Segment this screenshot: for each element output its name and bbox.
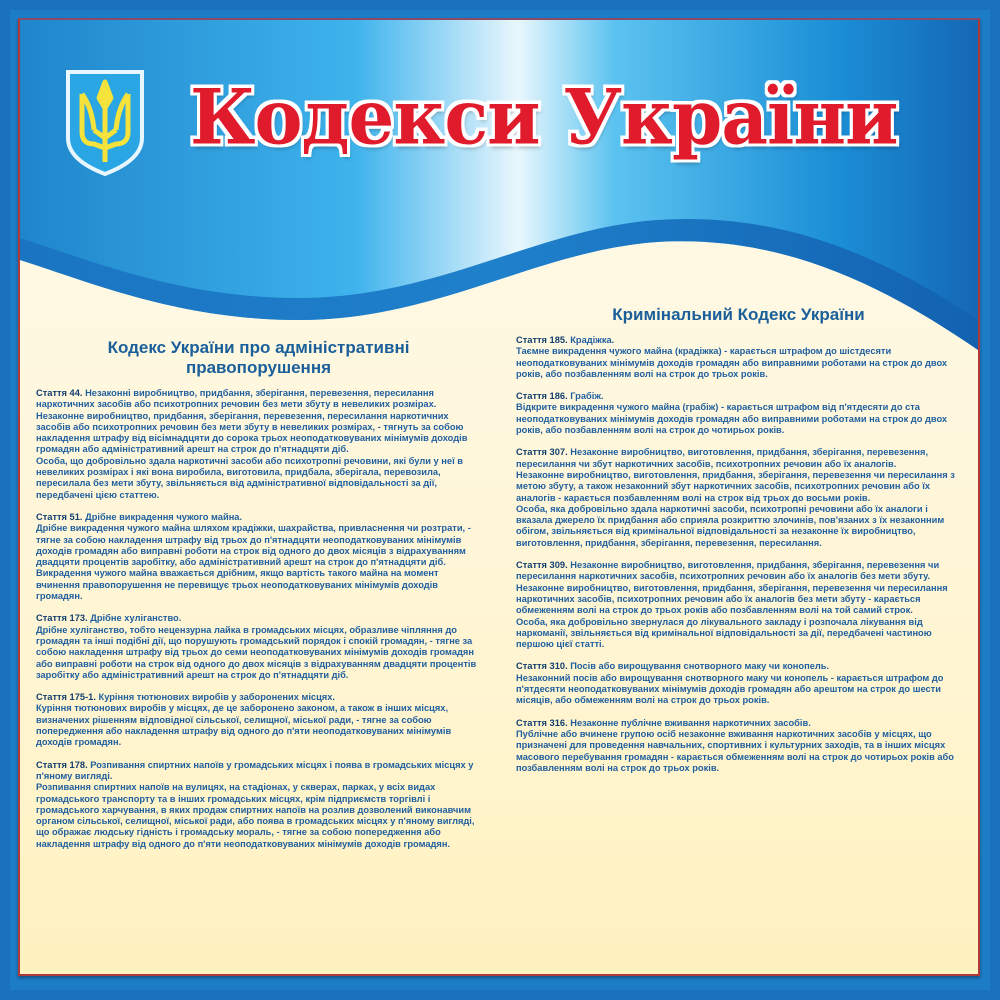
article-173 [36, 613, 481, 681]
article-name: Дрібне хуліганство. [90, 613, 182, 624]
article-178 [36, 760, 481, 850]
article-44 [36, 388, 481, 501]
article-text: Особа, яка добровільно звернулася до лікувального закладу і розпочала лікування від наркоманії, звільняється від кримінальної відповідальності за дії, передбачені частиною першою цієї статті. [516, 616, 932, 650]
article-text: Публічне або вчинене групою осіб незаконне вживання наркотичних засобів у місцях, що призначені для проведення навчальних, спортивних і культурних заходів, та в інших місцях масового перебування громадян - карається обмеженням волі на строк до чотирьох років або позбавленням волі на строк до трьох років. [516, 728, 954, 773]
article-185 [516, 335, 961, 380]
article-310 [516, 661, 961, 706]
article-name: Дрібне викрадення чужого майна. [85, 511, 243, 522]
article-316 [516, 718, 961, 774]
article-text: Куріння тютюнових виробів у місцях, де це заборонено законом, а також в інших місцях, визначених рішенням відповідної сільської, селищної, міської ради, - тягне за собою попередження або накладення штрафу від одного до п'яти неоподатковуваних мінімумів доходів громадян. [36, 703, 452, 748]
article-number: Стаття 309. [516, 560, 568, 571]
article-number: Стаття 186. [516, 391, 568, 402]
trident-icon [64, 68, 146, 178]
article-name: Незаконні виробництво, придбання, зберігання, перевезення, пересилання наркотичних засобів або психотропних речовин без мети збуту в невеликих розмірах. [36, 388, 437, 410]
article-name: Незаконне публічне вживання наркотичних засобів. [570, 717, 811, 728]
article-186 [516, 391, 961, 436]
article-309 [516, 560, 961, 650]
article-307 [516, 447, 961, 549]
article-175-1 [36, 692, 481, 748]
article-text: Особа, яка добровільно здала наркотичні засоби, психотропні речовини або їх аналоги і вказала джерело їх придбання або сприяла розкриттю злочинів, пов'язаних з їх незаконним обігом, звільняється від кримінальної відповідальності за незаконне їх виробництво, виготовлення, придбання, зберігання, перевезення, пересилання. [516, 503, 945, 548]
article-name: Куріння тютюнових виробів у заборонених місцях. [98, 692, 335, 703]
article-number: Стаття 51. [36, 511, 83, 522]
article-text: Незаконне виробництво, виготовлення, придбання, зберігання, перевезення чи пересилання з метою збуту, а також незаконний збут наркотичних засобів, психотропних речовин або їх аналогів - карається позбавленням волі на строк від трьох до восьми років. [516, 469, 955, 503]
article-name: Незаконне виробництво, виготовлення, придбання, зберігання, перевезення, пересилання чи збут наркотичних засобів, психотропних речовин або їх аналогів. [516, 447, 929, 469]
article-text: Відкрите викрадення чужого майна (грабіж) - карається штрафом від п'ятдесяти до ста неоподатковуваних мінімумів доходів громадян або виправними роботами на строк до двох років, або позбавленням волі на строк до чотирьох років. [516, 402, 948, 436]
poster-title: Кодекси України [190, 72, 898, 162]
article-name: Крадіжка. [570, 335, 615, 345]
article-number: Стаття 175-1. [36, 692, 96, 703]
article-text: Викрадення чужого майна вважається дрібним, якщо вартість такого майна на момент вчинення правопорушення не перевищує трьох неоподатковуваних мінімумів доходів громадян. [36, 568, 439, 602]
section-heading: Кримінальний Кодекс України [612, 305, 865, 324]
article-number: Стаття 185. [516, 335, 568, 345]
criminal-code-section [516, 305, 961, 785]
section-heading: Кодекс України про адміністративні правопорушення [107, 338, 410, 377]
article-text: Особа, що добровільно здала наркотичні засоби або психотропні речовини, які були у неї в невеликих розмірах і які вона виробила, виготовила, придбала, зберігала, перевозила, пересилала без мети збуту, звільняється від адміністративної відповідальності за дії, передбачені цією статтею. [36, 455, 463, 500]
article-text: Незаконне виробництво, придбання, зберігання, перевезення, пересилання наркотичних засобів або психотропних речовин без мети збуту в невеликих розмірах, - тягнуть за собою накладення штрафу від вісімнадцяти до сорока трьох неоподатковуваних мінімумів доходів громадян або адміністративний арешт на строк до п'ятнадцяти діб. [36, 410, 468, 455]
article-number: Стаття 173. [36, 613, 88, 624]
article-text: Дрібне хуліганство, тобто нецензурна лайка в громадських місцях, образливе чіпляння до громадян та інші подібні дії, що порушують громадський порядок і спокій громадян, - тягне за собою накладення штрафу від трьох до семи неоподатковуваних мінімумів доходів громадян або виправні роботи на строк від одного до двох місяців з відрахуванням двадцяти процентів заробітку або адміністративний арешт на строк до п'ятнадцяти діб. [36, 624, 477, 680]
article-number: Стаття 307. [516, 447, 568, 458]
article-number: Стаття 316. [516, 717, 568, 728]
article-text: Розпивання спиртних напоїв на вулицях, на стадіонах, у скверах, парках, у всіх видах громадського транспорту та в інших громадських місцях, крім підприємств торгівлі і громадського харчування, в яких продаж спиртних напоїв на розлив дозволений виконавчим органом сільської, селищної, міської ради, або поява в громадських місцях у п'яному вигляді, що ображає людську гідність і громадську мораль, - тягне за собою попередження або накладення штрафу від одного до п'яти неоподатковуваних мінімумів доходів громадян. [36, 782, 475, 849]
administrative-code-section [36, 338, 481, 861]
article-number: Стаття 310. [516, 661, 568, 672]
article-name: Посів або вирощування снотворного маку чи конопель. [570, 661, 830, 672]
poster-panel [18, 18, 980, 976]
article-number: Стаття 44. [36, 388, 83, 398]
article-51 [36, 512, 481, 602]
article-name: Незаконне виробництво, виготовлення, придбання, зберігання, перевезення чи пересилання наркотичних засобів, психотропних речовин або їх аналогів без мети збуту. [516, 560, 940, 582]
article-text: Дрібне викрадення чужого майна шляхом крадіжки, шахрайства, привласнення чи розтрати, - тягне за собою накладення штрафу від трьох до п'ятнадцяти неоподатковуваних мінімумів доходів громадян або виправні роботи на строк від одного до двох місяців з відрахуванням двадцяти процентів заробітку, або адміністративний арешт на строк до п'ятнадцяти діб. [36, 523, 471, 568]
article-name: Грабіж. [570, 391, 604, 402]
article-name: Розпивання спиртних напоїв у громадських місцях і поява в громадських місцях у п'яному вигляді. [36, 759, 474, 781]
article-text: Незаконний посів або вирощування снотворного маку чи конопель - карається штрафом до п'ятдесяти неоподатковуваних мінімумів доходів громадян або арештом на строк до шести місяців, або обмеженням волі на строк до трьох років. [516, 672, 944, 706]
article-text: Таємне викрадення чужого майна (крадіжка) - карається штрафом до шістдесяти неоподатковуваних мінімумів доходів громадян або виправними роботами на строк до двох років, або позбавленням волі на строк до трьох років. [516, 346, 948, 379]
article-text: Незаконне виробництво, виготовлення, придбання, зберігання, перевезення чи пересилання наркотичних засобів, психотропних речовин або їх аналогів без мети збуту - карається обмеженням волі на строк до трьох років або позбавленням волі на той самий строк. [516, 582, 948, 616]
article-number: Стаття 178. [36, 759, 88, 770]
